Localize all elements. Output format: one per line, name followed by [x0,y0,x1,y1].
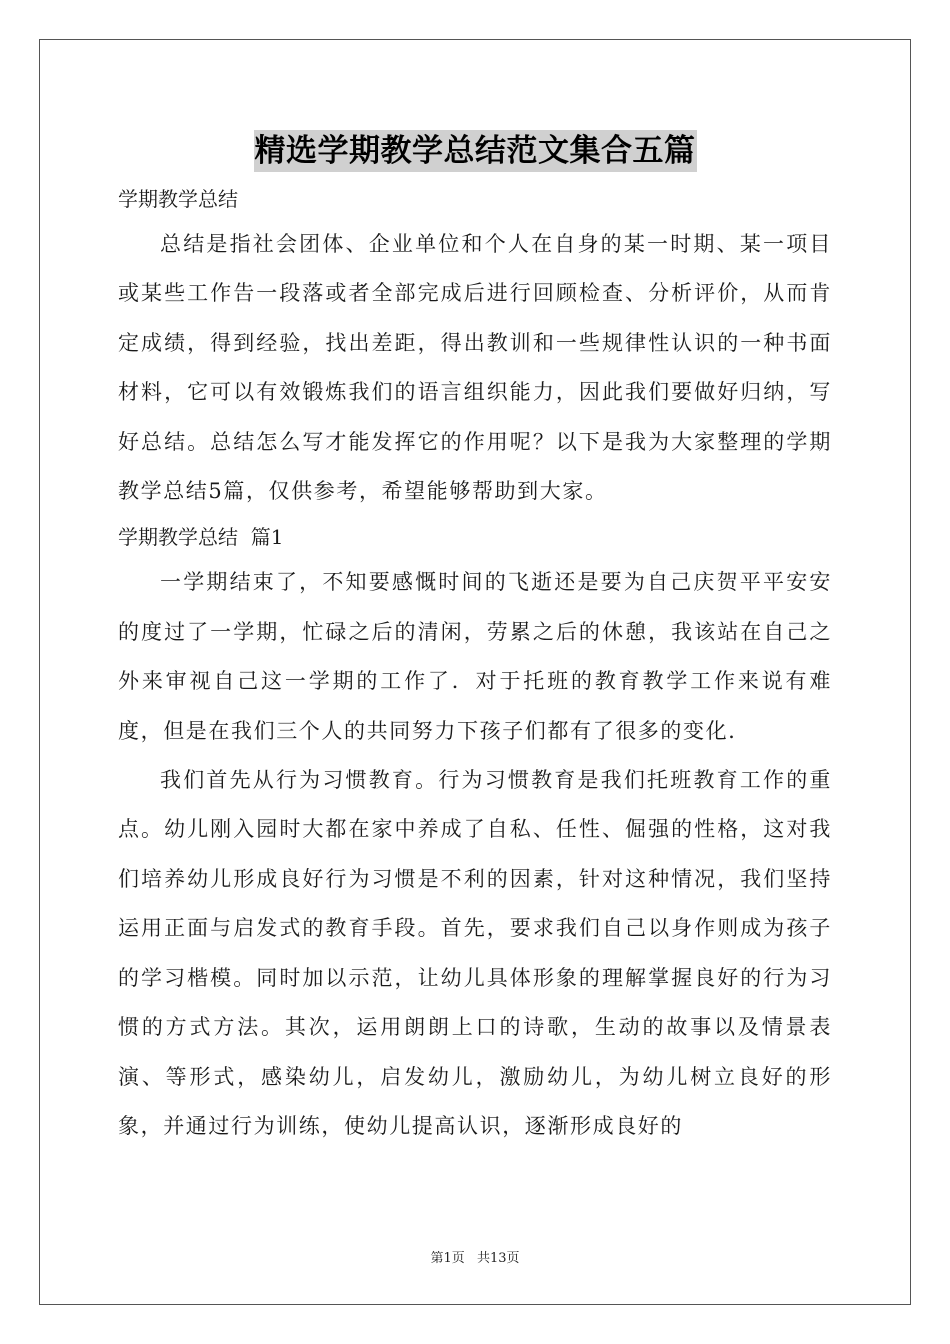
document-body [118,178,832,1151]
intro-paragraph: 总结是指社会团体、企业单位和个人在自身的某一时期、某一项目或某些工作告一段落或者全部完成后进行回顾检查、分析评价，从而肯定成绩，得到经验，找出差距，得出教训和一些规律性认识的一种书面材料，它可以有效锻炼我们的语言组织能力，因此我们要做好归纳，写好总结。总结怎么写才能发挥它的作用呢？以下是我为大家整理的学期教学总结5篇，仅供参考，希望能够帮助到大家。 [118,232,832,504]
page-footer [0,1247,950,1266]
body-paragraph-2: 我们首先从行为习惯教育。行为习惯教育是我们托班教育工作的重点。幼儿刚入园时大都在家中养成了自私、任性、倔强的性格，这对我们培养幼儿形成良好行为习惯是不利的因素，针对这种情况，我们坚持运用正面与启发式的教育手段。首先，要求我们自己以身作则成为孩子的学习楷模。同时加以示范，让幼儿具体形象的理解掌握良好的行为习惯的方式方法。其次，运用朗朗上口的诗歌，生动的故事以及情景表演、等形式，感染幼儿，启发幼儿，激励幼儿，为幼儿树立良好的形象，并通过行为训练，使幼儿提高认识，逐渐形成良好的 [118,768,832,1138]
page-total: 共13页 [476,1251,520,1266]
section-heading-part1: 学期教学总结 篇1 [118,525,284,550]
body-paragraph-1: 一学期结束了，不知要感慨时间的飞逝还是要为自己庆贺平平安安的度过了一学期，忙碌之后的清闲，劳累之后的休憩，我该站在自己之外来审视自己这一学期的工作了．对于托班的教育教学工作来说有难度，但是在我们三个人的共同努力下孩子们都有了很多的变化． [118,570,832,743]
section-heading: 学期教学总结 [118,187,238,211]
title-container [0,130,950,172]
document-title: 精选学期教学总结范文集合五篇 [254,130,697,172]
page-number: 第1页 [430,1251,465,1266]
